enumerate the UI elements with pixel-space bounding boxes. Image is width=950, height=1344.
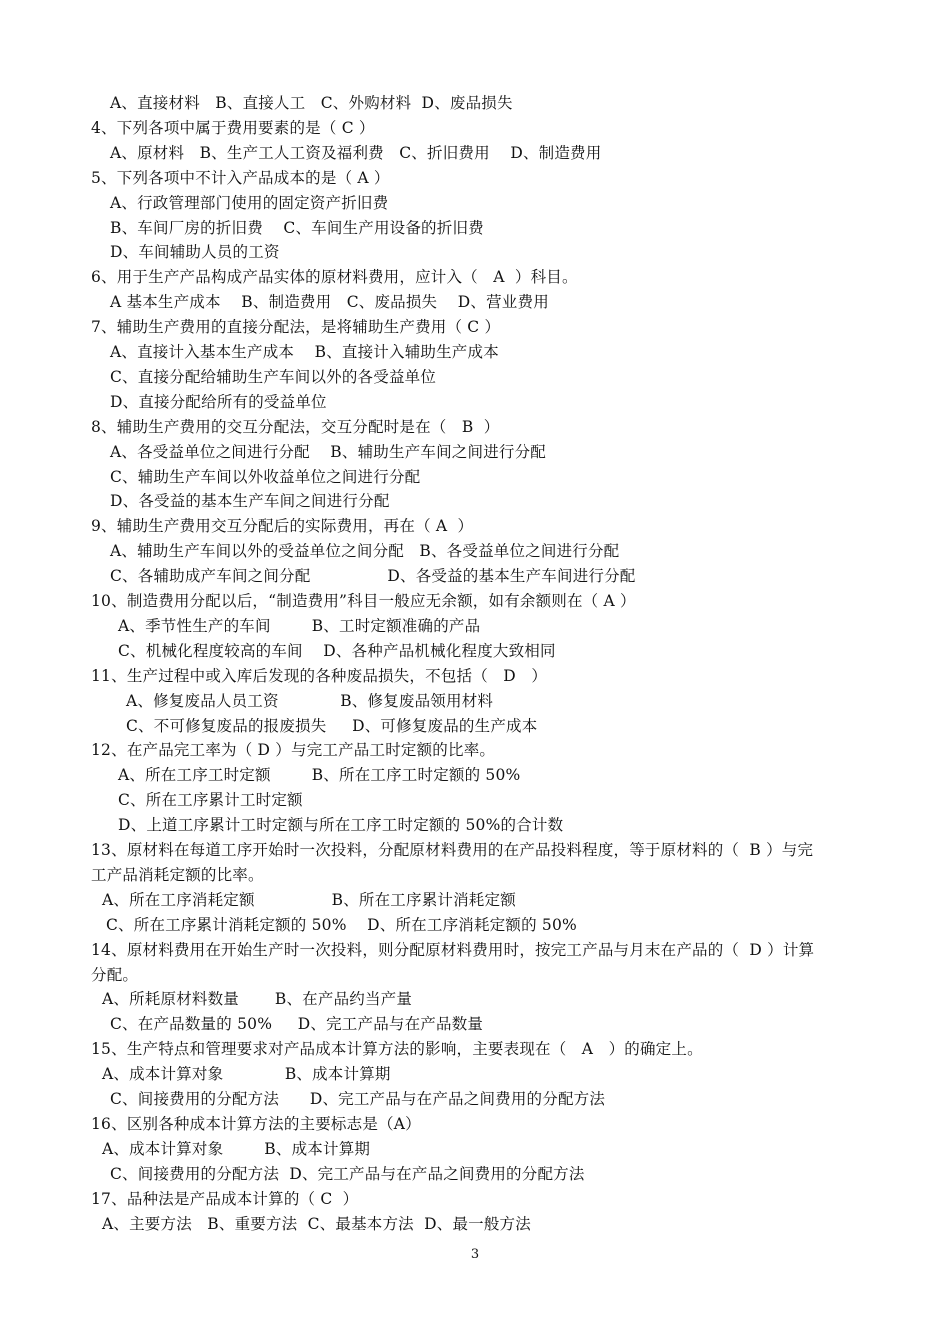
option-line: A、所在工序消耗定额 B、所在工序累计消耗定额 <box>102 890 516 909</box>
question-line: 9、辅助生产费用交互分配后的实际费用，再在（ A ） <box>91 517 474 536</box>
option-line: C、间接费用的分配方法 D、完工产品与在产品之间费用的分配方法 <box>110 1090 606 1108</box>
option-line: A、原材料 B、生产工人工资及福利费 C、折旧费用 D、制造费用 <box>110 143 602 162</box>
question-line: 工产品消耗定额的比率。 <box>91 865 264 884</box>
option-line: A、行政管理部门使用的固定资产折旧费 <box>110 193 389 212</box>
question-line: 12、在产品完工率为（ D ）与完工产品工时定额的比率。 <box>91 741 496 760</box>
option-line: C、直接分配给辅助生产车间以外的各受益单位 <box>110 367 437 386</box>
question-line: 10、制造费用分配以后，“制造费用”科目一般应无余额，如有余额则在（ A ） <box>91 592 636 610</box>
option-line: C、辅助生产车间以外收益单位之间进行分配 <box>110 467 421 486</box>
option-line: C、各辅助成产车间之间分配 D、各受益的基本生产车间进行分配 <box>110 567 636 586</box>
option-line: C、所在工序累计消耗定额的 50% D、所在工序消耗定额的 50% <box>106 915 577 934</box>
option-line: A、季节性生产的车间 B、工时定额准确的产品 <box>118 616 481 635</box>
option-line: D、车间辅助人员的工资 <box>110 243 280 262</box>
question-line: 分配。 <box>91 965 139 984</box>
option-line: A、成本计算对象 B、成本计算期 <box>102 1065 391 1084</box>
question-line: 5、下列各项中不计入产品成本的是（ A ） <box>91 168 390 187</box>
option-line: D、直接分配给所有的受益单位 <box>110 392 327 411</box>
option-line: C、间接费用的分配方法 D、完工产品与在产品之间费用的分配方法 <box>110 1164 585 1183</box>
question-line: 7、辅助生产费用的直接分配法，是将辅助生产费用（ C ） <box>91 318 501 337</box>
option-line: A、辅助生产车间以外的受益单位之间分配 B、各受益单位之间进行分配 <box>110 542 620 561</box>
option-line: A、直接材料 B、直接人工 C、外购材料 D、废品损失 <box>110 94 513 112</box>
option-line: C、不可修复废品的报废损失 D、可修复废品的生产成本 <box>126 716 538 735</box>
question-line: 14、原材料费用在开始生产时一次投料，则分配原材料费用时，按完工产品与月末在产品的（ D ）计算 <box>91 940 815 959</box>
option-line: A、所耗原材料数量 B、在产品约当产量 <box>102 990 413 1009</box>
question-line: 4、下列各项中属于费用要素的是（ C ） <box>91 118 375 137</box>
option-line: A 基本生产成本 B、制造费用 C、废品损失 D、营业费用 <box>110 293 549 312</box>
page-number: 3 <box>470 1247 480 1262</box>
option-line: A、各受益单位之间进行分配 B、辅助生产车间之间进行分配 <box>110 442 546 461</box>
option-line: D、上道工序累计工时定额与所在工序工时定额的 50%的合计数 <box>118 816 564 835</box>
option-line: C、机械化程度较高的车间 D、各种产品机械化程度大致相同 <box>118 641 556 660</box>
option-line: A、所在工序工时定额 B、所在工序工时定额的 50% <box>118 766 521 785</box>
question-line: 6、用于生产产品构成产品实体的原材料费用，应计入（ A ）科目。 <box>91 268 578 287</box>
question-line: 13、原材料在每道工序开始时一次投料，分配原材料费用的在产品投料程度，等于原材料的（ B ）与完 <box>91 841 814 859</box>
question-line: 16、区别各种成本计算方法的主要标志是（A） <box>91 1114 421 1133</box>
option-line: A、成本计算对象 B、成本计算期 <box>102 1139 371 1158</box>
option-line: B、车间厂房的折旧费 C、车间生产用设备的折旧费 <box>110 218 484 237</box>
question-line: 8、辅助生产费用的交互分配法，交互分配时是在（ B ） <box>91 417 500 436</box>
question-line: 11、生产过程中或入库后发现的各种废品损失，不包括（ D ） <box>91 666 548 685</box>
question-line: 15、生产特点和管理要求对产品成本计算方法的影响，主要表现在（ A ）的确定上。 <box>91 1040 703 1059</box>
question-line: 17、品种法是产品成本计算的（ C ） <box>91 1189 359 1208</box>
option-line: A、直接计入基本生产成本 B、直接计入辅助生产成本 <box>110 343 499 361</box>
option-line: A、主要方法 B、重要方法 C、最基本方法 D、最一般方法 <box>102 1214 531 1233</box>
option-line: D、各受益的基本生产车间之间进行分配 <box>110 492 390 511</box>
option-line: A、修复废品人员工资 B、修复废品领用材料 <box>126 691 494 710</box>
option-line: C、在产品数量的 50% D、完工产品与在产品数量 <box>110 1015 484 1034</box>
option-line: C、所在工序累计工时定额 <box>118 791 303 810</box>
